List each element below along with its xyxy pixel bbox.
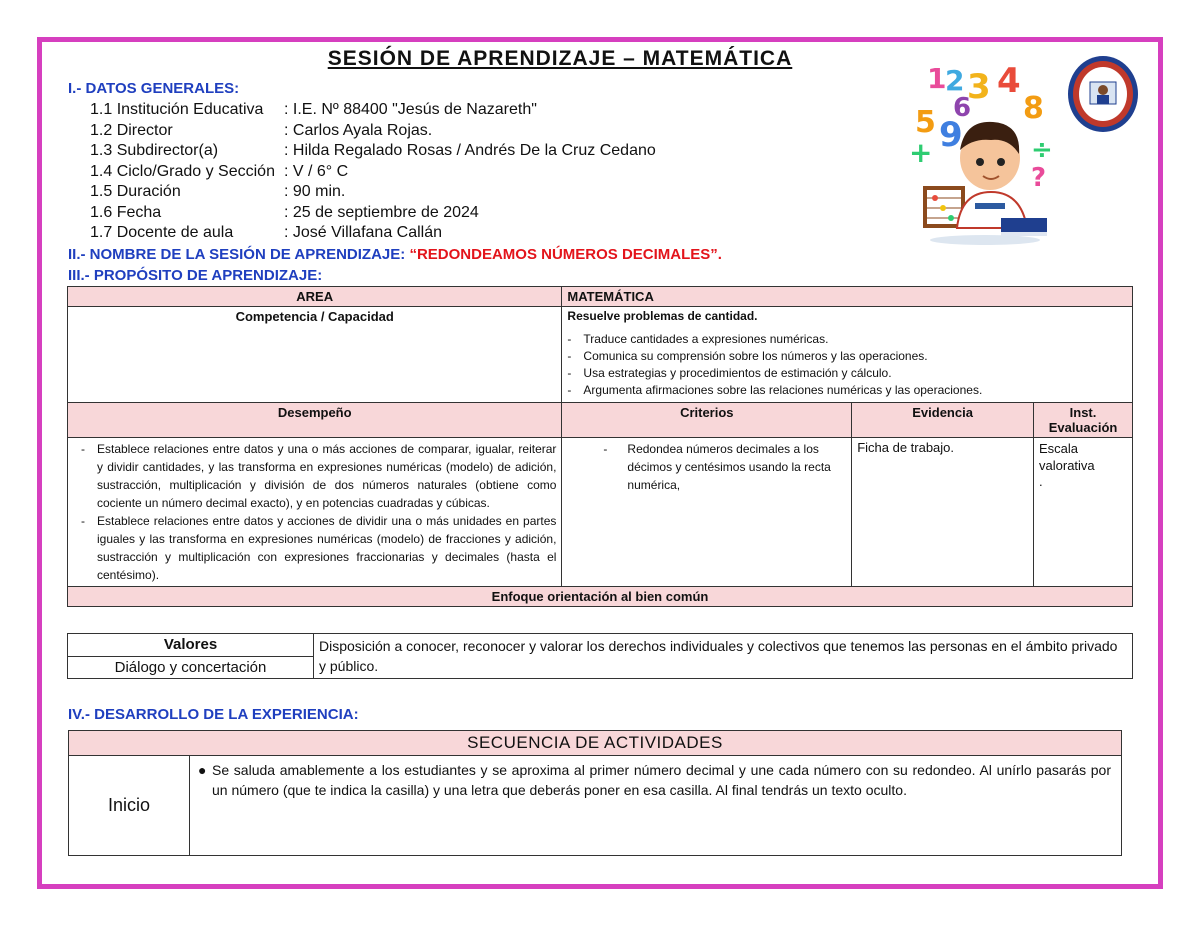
svg-text:+: + <box>909 136 933 169</box>
criterio-list <box>567 440 846 494</box>
desempenos-list <box>73 440 556 584</box>
school-seal-icon <box>1066 54 1140 134</box>
general-row: 1.7 Docente de aula : José Villafana Callán <box>90 224 443 241</box>
section1-heading: I.- DATOS GENERALES: <box>68 80 240 97</box>
svg-text:2: 2 <box>945 64 965 97</box>
general-row: 1.6 Fecha : 25 de septiembre de 2024 <box>90 203 479 221</box>
area-value: MATEMÁTICA <box>562 287 1133 307</box>
list-item: - Establece relaciones entre datos y acciones de dividir una o más unidades en partes iguales y las transforma en expresiones numéricas (modelo) de fracciones y adición, sustracción y multiplicación con expresiones fraccionarias y decimales (hasta el centésimo). <box>85 512 556 584</box>
competencia-cell <box>562 307 1133 403</box>
general-row: 1.3 Subdirector(a) : Hilda Regalado Rosas / Andrés De la Cruz Cedano <box>90 142 656 159</box>
list-item: - Argumenta afirmaciones sobre las relaciones numéricas y las operaciones. <box>571 382 1127 399</box>
general-row: 1.4 Ciclo/Grado y Sección : V / 6° C <box>90 162 349 180</box>
desempeno-header: Desempeño <box>68 403 562 438</box>
evidencia-header: Evidencia <box>852 403 1034 438</box>
capacidades-list <box>567 331 1127 399</box>
competencia-label: Competencia / Capacidad <box>68 307 562 403</box>
purpose-table <box>67 286 1133 607</box>
svg-text:5: 5 <box>915 105 936 140</box>
list-item: - Establece relaciones entre datos y una o más acciones de comparar, igualar, reiterar y dividir cantidades, y las transforma en expresiones numéricas (modelo) de adición, sustracción, multiplicación y división de dos números naturales (obtiene como cociente un número decimal exacto), y en potencias cuadradas y cúbicas. <box>85 440 556 512</box>
svg-text:?: ? <box>1031 163 1047 193</box>
values-table <box>67 633 1133 679</box>
valor-cell: Diálogo y concertación <box>68 656 314 679</box>
section3-heading: III.- PROPÓSITO DE APRENDIZAJE: <box>68 267 323 284</box>
sequence-table <box>68 730 1122 856</box>
bullet-icon: ● <box>198 762 207 778</box>
general-row: 1.2 Director : Carlos Ayala Rojas. <box>90 121 433 139</box>
svg-text:3: 3 <box>967 67 991 107</box>
svg-text:8: 8 <box>1023 91 1044 126</box>
actitud-cell: Disposición a conocer, reconocer y valorar los derechos individuales y colectivos que tenemos las personas en el ámbito privado y público. <box>314 634 1133 679</box>
activity-cell <box>190 756 1122 856</box>
svg-text:6: 6 <box>953 93 972 123</box>
competencia-title: Resuelve problemas de cantidad. <box>567 309 758 323</box>
activity-text: Se saluda amablemente a los estudiantes y se aproxima al primer número decimal y une cada número con su redondeo. Al unírlo pasarás por un número (que te indica la casilla) y una letra que deberás poner en esa casilla. Al final tendrás un texto oculto. <box>212 762 1111 798</box>
session-name: “REDONDEAMOS NÚMEROS DECIMALES”. <box>409 246 722 263</box>
section4-heading: IV.- DESARROLLO DE LA EXPERIENCIA: <box>68 706 359 723</box>
criterios-header: Criterios <box>562 403 852 438</box>
list-item: - Traduce cantidades a expresiones numéricas. <box>571 331 1127 348</box>
activity-item <box>198 760 1111 800</box>
area-label: AREA <box>68 287 562 307</box>
evidencia-cell: Ficha de trabajo. <box>852 438 1034 587</box>
page-title: SESIÓN DE APRENDIZAJE – MATEMÁTICA <box>327 47 793 70</box>
svg-text:9: 9 <box>939 115 963 155</box>
general-row: 1.1 Institución Educativa : I.E. Nº 88400 "Jesús de Nazareth" <box>90 101 537 118</box>
general-row: 1.5 Duración : 90 min. <box>90 183 346 200</box>
enfoque-header: Enfoque orientación al bien común <box>68 587 1133 607</box>
section2-heading: II.- NOMBRE DE LA SESIÓN DE APRENDIZAJE: “REDONDEAMOS NÚMEROS DECIMALES”. <box>68 246 722 263</box>
valores-label: Valores <box>68 634 314 657</box>
svg-text:÷: ÷ <box>1031 135 1053 165</box>
instrumento-cell <box>1034 438 1133 587</box>
phase-inicio: Inicio <box>69 756 190 856</box>
instrumento-extra: . <box>1039 474 1043 489</box>
desempenos-cell <box>68 438 562 587</box>
list-item: - Comunica su comprensión sobre los números y las operaciones. <box>571 348 1127 365</box>
instrumento-text: Escala valorativa <box>1039 441 1095 473</box>
list-item: - Usa estrategias y procedimientos de estimación y cálculo. <box>571 365 1127 382</box>
svg-text:4: 4 <box>997 61 1021 101</box>
list-item: - Redondea números decimales a los décimos y centésimos usando la recta numérica, <box>607 440 846 494</box>
inst-header: Inst. Evaluación <box>1034 403 1133 438</box>
svg-text:1: 1 <box>927 62 947 95</box>
criterio-cell <box>562 438 852 587</box>
general-data <box>90 100 656 244</box>
numbers-kid-illustration <box>905 58 1055 248</box>
sequence-title: SECUENCIA DE ACTIVIDADES <box>69 731 1122 756</box>
